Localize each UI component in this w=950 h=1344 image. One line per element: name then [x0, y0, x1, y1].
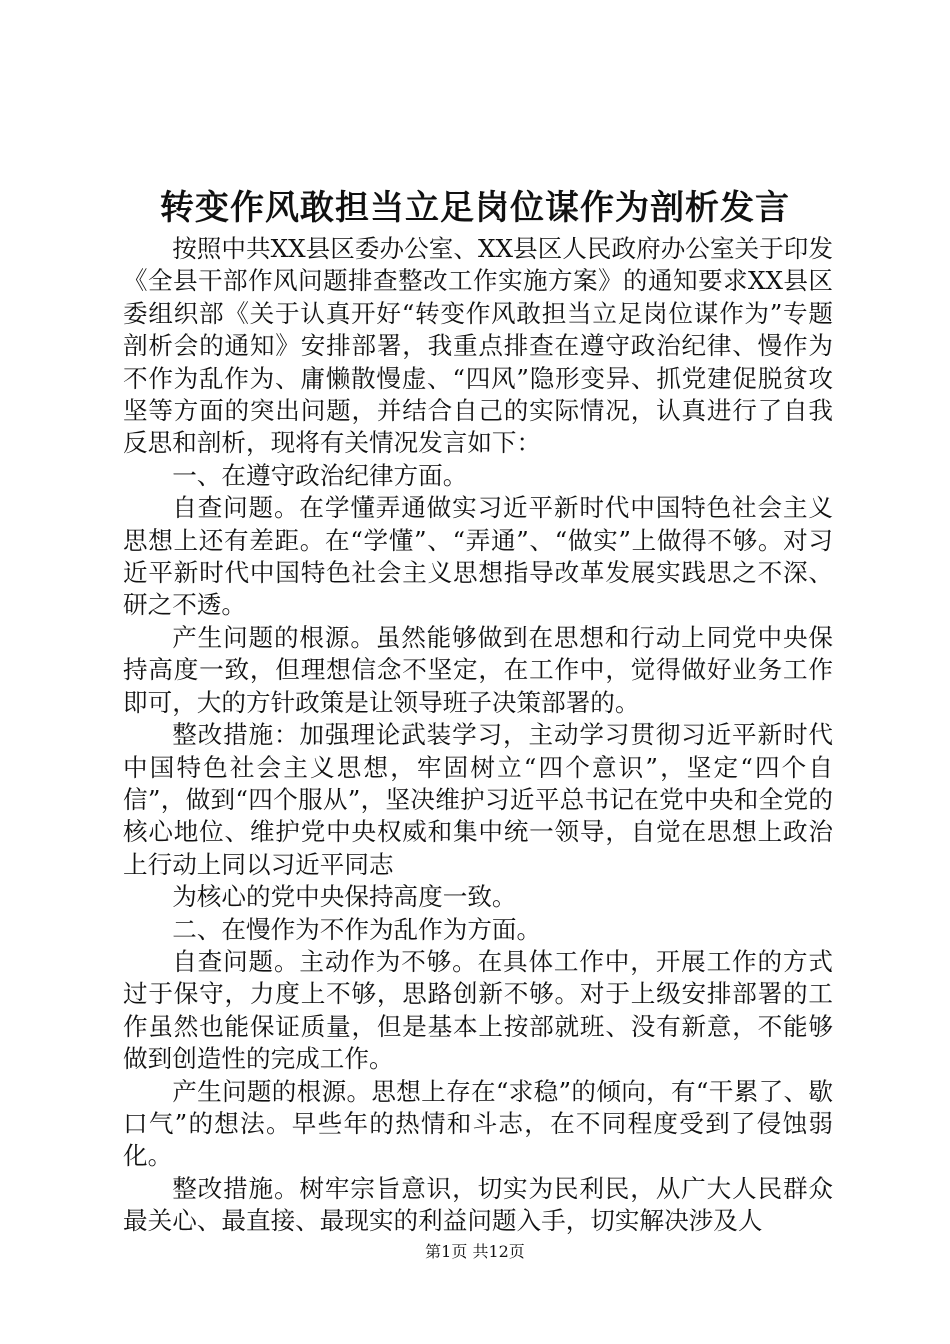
document-body	[123, 233, 833, 1238]
document-title: 转变作风敢担当立足岗位谋作为剖析发言	[160, 188, 790, 228]
paragraph-root-cause-2: 产生问题的根源。思想上存在“求稳”的倾向，有“干累了、歇口气”的想法。早些年的热情和斗志，在不同程度受到了侵蚀弱化。	[123, 1076, 833, 1171]
paragraph-self-check-2: 自查问题。主动作为不够。在具体工作中，开展工作的方式过于保守，力度上不够，思路创新不够。对于上级安排部署的工作虽然也能保证质量，但是基本上按部就班、没有新意，不能够做到创造性的完成工作。	[123, 946, 833, 1074]
page-footer: 第1页 共12页	[425, 1242, 525, 1261]
paragraph-rectification-2: 整改措施。树牢宗旨意识，切实为民利民，从广大人民群众最关心、最直接、最现实的利益问题入手，切实解决涉及人	[123, 1173, 833, 1236]
paragraph-self-check-1: 自查问题。在学懂弄通做实习近平新时代中国特色社会主义思想上还有差距。在“学懂”、“弄通”、“做实”上做得不够。对习近平新时代中国特色社会主义思想指导改革发展实践思之不深、研之不透。	[123, 493, 833, 620]
section-heading-2: 二、在慢作为不作为乱作为方面。	[172, 914, 542, 944]
paragraph-root-cause-1: 产生问题的根源。虽然能够做到在思想和行动上同党中央保持高度一致，但理想信念不坚定，在工作中，觉得做好业务工作即可，大的方针政策是让领导班子决策部署的。	[123, 622, 833, 717]
paragraph-continuation: 为核心的党中央保持高度一致。	[172, 882, 517, 912]
paragraph-intro: 按照中共XX县区委办公室、XX县区人民政府办公室关于印发《全县干部作风问题排查整改工作实施方案》的通知要求XX县区委组织部《关于认真开好“转变作风敢担当立足岗位谋作为”专题剖析会的通知》安排部署，我重点排查在遵守政治纪律、慢作为不作为乱作为、庸懒散慢虚、“四风”隐形变异、抓党建促脱贫攻坚等方面的突出问题，并结合自己的实际情况，认真进行了自我反思和剖析，现将有关情况发言如下：	[123, 234, 833, 458]
section-heading-1: 一、在遵守政治纪律方面。	[172, 460, 468, 490]
paragraph-rectification-1: 整改措施：加强理论武装学习，主动学习贯彻习近平新时代中国特色社会主义思想，牢固树立“四个意识”，坚定“四个自信”，做到“四个服从”，坚决维护习近平总书记在党中央和全党的核心地位、维护党中央权威和集中统一领导，自觉在思想上政治上行动上同以习近平同志	[123, 720, 833, 879]
